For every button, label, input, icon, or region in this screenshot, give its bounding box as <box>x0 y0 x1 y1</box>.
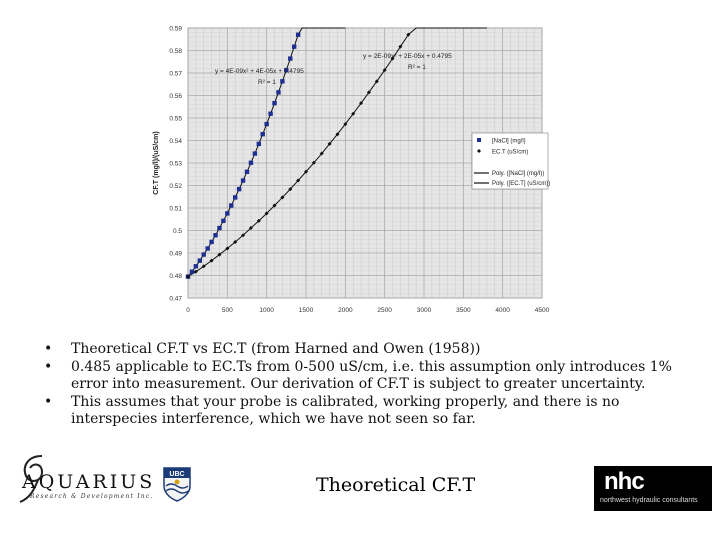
y-tick-label: 0.56 <box>169 93 182 100</box>
data-point-nacl <box>268 112 272 116</box>
r2-ect: R² = 1 <box>408 64 426 71</box>
legend-nacl: [NaCl] (mg/l) <box>492 138 526 145</box>
data-point-nacl <box>213 233 217 237</box>
x-tick-label: 3000 <box>416 307 432 314</box>
bullet-item <box>44 359 694 393</box>
y-tick-label: 0.54 <box>169 138 182 145</box>
chart <box>150 18 550 318</box>
nhc-wordmark: nhc <box>604 468 644 495</box>
y-tick-label: 0.59 <box>169 25 182 33</box>
data-point-nacl <box>237 187 241 191</box>
legend <box>472 133 550 189</box>
data-point-nacl <box>249 161 253 165</box>
ubc-logo <box>162 466 192 502</box>
equation-ect: y = 2E-09x² + 2E-05x + 0.4795 <box>363 53 452 60</box>
nhc-subtitle: northwest hydraulic consultants <box>600 497 698 504</box>
data-point-nacl <box>276 90 280 94</box>
bullet-dot: • <box>44 359 53 375</box>
bullet-dot: • <box>44 341 53 357</box>
y-tick-label: 0.5 <box>172 228 182 235</box>
data-point-nacl <box>280 79 284 83</box>
data-point-nacl <box>253 151 257 155</box>
data-point-nacl <box>264 122 268 126</box>
data-point-nacl <box>257 142 261 146</box>
data-point-nacl <box>225 211 229 215</box>
legend-poly-ect: Poly. ([EC.T] (uS/cm)) <box>492 181 550 187</box>
y-tick-label: 0.53 <box>169 160 182 168</box>
aquarius-logo <box>8 452 158 508</box>
data-point-nacl <box>261 132 265 136</box>
data-point-nacl <box>202 252 206 256</box>
data-point-nacl <box>217 226 221 230</box>
x-tick-labels <box>186 307 549 314</box>
y-tick-label: 0.55 <box>169 115 182 123</box>
ubc-label: UBC <box>169 471 185 478</box>
x-tick-label: 2500 <box>377 307 392 314</box>
data-point-nacl <box>205 246 209 250</box>
data-point-nacl <box>221 219 225 223</box>
aquarius-wordmark: AQUARIUS <box>22 471 156 493</box>
legend-poly-nacl: Poly. ([NaCl] (mg/l)) <box>492 171 545 177</box>
y-tick-label: 0.49 <box>169 250 182 258</box>
x-tick-label: 2000 <box>338 307 353 314</box>
y-tick-label: 0.58 <box>169 48 182 55</box>
x-tick-label: 0 <box>186 307 190 314</box>
legend-nacl-marker <box>477 138 481 142</box>
y-axis-label: CF.T (mg/l)/(uS/cm) <box>153 131 160 195</box>
bullet-dot: • <box>44 394 53 410</box>
bullet-item <box>44 394 694 428</box>
y-tick-labels <box>169 26 182 303</box>
bullet-text: Theoretical CF.T vs EC.T (from Harned and Owen (1958)) <box>71 341 481 357</box>
r2-nacl: R² = 1 <box>258 79 276 86</box>
y-tick-label: 0.51 <box>169 205 182 213</box>
data-point-nacl <box>194 264 198 268</box>
data-point-nacl <box>296 33 300 37</box>
aquarius-subtitle: Research & Development Inc. <box>30 493 154 500</box>
y-tick-label: 0.47 <box>169 295 182 303</box>
x-tick-label: 1500 <box>298 307 314 314</box>
bullet-text: 0.485 applicable to EC.Ts from 0-500 uS/cm, i.e. this assumption only introduces 1% error into measurement. Our derivation of CF.T is subject to greater uncertainty. <box>71 359 672 392</box>
data-point-nacl <box>288 56 292 60</box>
x-tick-label: 500 <box>221 307 233 314</box>
x-tick-label: 1000 <box>259 307 274 314</box>
data-point-nacl <box>272 101 276 105</box>
y-tick-label: 0.52 <box>169 183 182 190</box>
data-point-nacl <box>209 240 213 244</box>
equation-nacl: y = 4E-09x² + 4E-05x + 0.4795 <box>215 68 304 75</box>
data-point-nacl <box>229 203 233 207</box>
data-point-nacl <box>190 269 194 273</box>
x-tick-label: 3500 <box>456 307 471 314</box>
data-point-nacl <box>198 258 202 262</box>
bullet-list <box>44 341 694 429</box>
bullet-item <box>44 341 694 358</box>
data-point-nacl <box>233 195 237 199</box>
nhc-logo <box>594 466 712 511</box>
data-point-nacl <box>245 170 249 174</box>
bullet-text: This assumes that your probe is calibrated, working properly, and there is no interspecies interference, which we have not seen so far. <box>71 394 620 427</box>
y-tick-label: 0.57 <box>169 70 182 78</box>
x-tick-label: 4000 <box>495 307 510 314</box>
legend-ect: EC.T (uS/cm) <box>492 149 529 156</box>
data-point-nacl <box>292 44 296 48</box>
ubc-crest-icon <box>162 466 192 502</box>
x-tick-label: 4500 <box>534 307 550 314</box>
data-point-nacl <box>241 178 245 182</box>
y-tick-label: 0.48 <box>169 273 182 280</box>
slide-title: Theoretical CF.T <box>316 474 476 496</box>
